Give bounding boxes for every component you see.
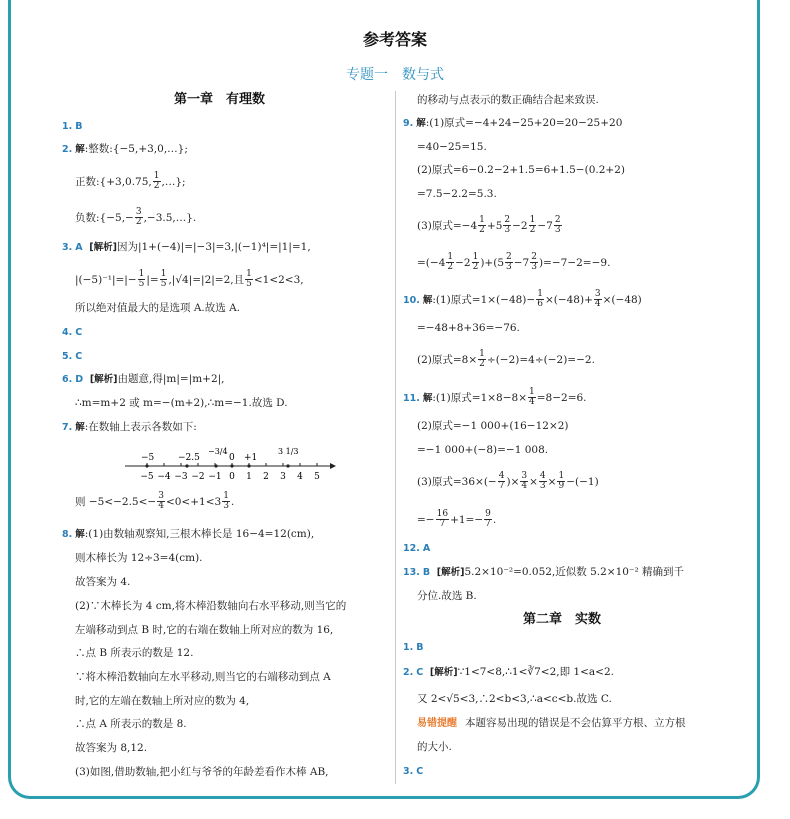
error-tip-line: 的大小. bbox=[417, 741, 452, 753]
answer-choice: A bbox=[75, 242, 83, 253]
answer-choice: A bbox=[422, 543, 431, 554]
tick-label: −5 bbox=[140, 472, 154, 482]
fraction bbox=[557, 472, 565, 492]
denominator: 9 bbox=[558, 481, 565, 492]
fraction bbox=[160, 270, 168, 290]
answer-9-line: =40−25=15. bbox=[417, 141, 487, 153]
question-number: 1. bbox=[62, 121, 73, 132]
answer-8-line: ∴点 A 所表示的数是 8. bbox=[75, 718, 187, 730]
solution-text: :在数轴上表示各数如下: bbox=[84, 421, 197, 433]
fraction bbox=[528, 388, 536, 408]
solution-text: 5.2×10⁻²=0.052,近似数 5.2×10⁻² 精确到千 bbox=[464, 566, 685, 578]
solution-text: <1<2<3, bbox=[253, 273, 304, 286]
fraction bbox=[520, 472, 528, 492]
page-title: 参考答案 bbox=[362, 30, 427, 49]
answer-choice: B bbox=[416, 642, 424, 653]
answer-6-line bbox=[62, 373, 225, 386]
answer-choice: B bbox=[422, 567, 431, 578]
numerator: 1 bbox=[138, 269, 145, 279]
tick-label: 4 bbox=[297, 472, 303, 482]
denominator: 7 bbox=[485, 519, 491, 530]
answer-13-line: 分位.故选 B. bbox=[417, 590, 477, 602]
solution-text: )× bbox=[506, 475, 520, 488]
denominator: 2 bbox=[135, 217, 142, 228]
numerator: 4 bbox=[498, 471, 505, 481]
topic-name: 数与式 bbox=[402, 67, 444, 83]
answer-8-line: (3)如图,借助数轴,把小红与爷爷的年龄差看作木棒 AB, bbox=[75, 766, 329, 778]
numerator: 3 bbox=[158, 491, 164, 501]
denominator: 4 bbox=[594, 299, 601, 310]
solution-text: (3)原式=36×(− bbox=[417, 475, 497, 488]
numerator: 1 bbox=[160, 269, 167, 279]
answer-3-line bbox=[62, 241, 311, 254]
denominator: 4 bbox=[529, 397, 535, 408]
solution-text: )+(5 bbox=[480, 256, 504, 269]
answer-7-line bbox=[62, 421, 197, 434]
fraction bbox=[157, 492, 165, 512]
solution-text: ,|√4|=|2|=2,且 bbox=[168, 273, 245, 286]
numerator: 1 bbox=[472, 252, 479, 262]
answer-11-line: =−1 000+(−8)=−1 008. bbox=[417, 444, 549, 456]
numerator: 1 bbox=[529, 215, 536, 225]
question-number: 9. bbox=[403, 118, 414, 129]
tick-label: 3 bbox=[280, 472, 286, 482]
answer-choice: C bbox=[416, 667, 424, 678]
point-label: −2.5 bbox=[178, 453, 200, 463]
numerator: 1 bbox=[153, 171, 160, 181]
solution-text: (2)原式=8× bbox=[417, 353, 478, 366]
answer-9-line: (2)原式=6−0.2−2+1.5=6+1.5−(0.2+2) bbox=[417, 164, 625, 176]
denominator: 7 bbox=[498, 481, 505, 492]
number-line-figure bbox=[120, 442, 340, 488]
denominator: 2 bbox=[472, 262, 479, 273]
answer-4 bbox=[62, 326, 82, 339]
answer-2-line bbox=[62, 143, 188, 156]
solution-text: 负数:{−5,− bbox=[75, 211, 134, 224]
answer-3-line: 所以绝对值最大的是选项 A.故选 A. bbox=[75, 302, 241, 314]
solution-text: :(1)原式=−4+24−25+20=20−25+20 bbox=[425, 117, 623, 129]
solution-text: :(1)由数轴观察知,三根木棒长是 16−4=12(cm), bbox=[84, 528, 315, 540]
numerator: 1 bbox=[537, 289, 543, 299]
answer-13-line bbox=[403, 566, 684, 579]
point-marker bbox=[247, 464, 250, 467]
fraction bbox=[536, 290, 544, 310]
question-number: 2. bbox=[403, 667, 414, 678]
numerator: 2 bbox=[531, 252, 537, 262]
solution-text: × bbox=[547, 475, 557, 488]
tick-label: −3 bbox=[174, 472, 188, 482]
solution-text: :(1)原式=1×8−8× bbox=[432, 391, 528, 404]
denominator: 3 bbox=[539, 481, 546, 492]
solution-text: −7 bbox=[537, 219, 553, 232]
solution-text: =(−4 bbox=[417, 256, 446, 269]
tick-label: −2 bbox=[191, 472, 205, 482]
solution-text: −2 bbox=[512, 219, 528, 232]
denominator: 5 bbox=[138, 279, 145, 290]
numerator: 2 bbox=[504, 215, 511, 225]
answer-8-line: ∵将木棒沿数轴向左水平移动,则当它的右端移动到点 A bbox=[75, 671, 331, 683]
solution-text: −(−1) bbox=[566, 475, 599, 488]
fraction bbox=[503, 216, 511, 236]
solution-label: 解 bbox=[422, 294, 433, 306]
fraction bbox=[505, 253, 513, 273]
solution-text: 则 −5<−2.5<− bbox=[75, 495, 157, 508]
solution-text: +1=− bbox=[450, 513, 484, 526]
solution-label: 解 bbox=[75, 529, 85, 540]
solution-text: )=−7−2=−9. bbox=[538, 256, 611, 269]
solution-text: +5 bbox=[486, 219, 503, 232]
solution-text: ×(−48)+ bbox=[544, 293, 593, 306]
question-number: 6. bbox=[62, 374, 73, 385]
numerator: 9 bbox=[485, 509, 491, 519]
answer-choice: C bbox=[416, 766, 424, 777]
chapter2-answer-3 bbox=[403, 765, 423, 778]
answer-3-line bbox=[75, 270, 304, 290]
solution-text: 正数:{+3,0.75, bbox=[75, 175, 152, 188]
question-number: 3. bbox=[62, 242, 73, 253]
answer-choice: C bbox=[75, 351, 83, 362]
solution-text: (3)原式=−4 bbox=[417, 219, 478, 232]
answer-8-line: 故答案为 8,12. bbox=[75, 742, 148, 754]
numerator: 1 bbox=[529, 387, 535, 397]
answer-1 bbox=[62, 120, 82, 133]
tick-label: 5 bbox=[314, 472, 320, 482]
question-number: 5. bbox=[62, 351, 73, 362]
point-label: 3 1/3 bbox=[278, 447, 299, 456]
point-label: −3/4 bbox=[208, 447, 228, 456]
answer-9-line bbox=[417, 253, 610, 273]
numerator: 1 bbox=[223, 491, 229, 501]
solution-text: × bbox=[529, 475, 538, 488]
continued-text: 的移动与点表示的数正确结合起来致误. bbox=[417, 94, 599, 106]
question-number: 1. bbox=[403, 642, 414, 653]
fraction bbox=[478, 216, 486, 236]
denominator: 3 bbox=[223, 501, 229, 512]
numerator: 3 bbox=[135, 207, 142, 217]
answer-8-line: (2)∵木棒长为 4 cm,将木棒沿数轴向右水平移动,则当它的 bbox=[75, 600, 347, 612]
denominator: 2 bbox=[153, 181, 160, 192]
solution-text: ,…}; bbox=[161, 175, 186, 188]
denominator: 2 bbox=[447, 262, 454, 273]
question-number: 7. bbox=[62, 422, 73, 433]
question-number: 3. bbox=[403, 766, 414, 777]
answer-9-line bbox=[403, 117, 622, 130]
point-marker bbox=[230, 464, 233, 467]
answer-choice: C bbox=[75, 327, 83, 338]
solution-text: . bbox=[492, 513, 497, 526]
denominator: 3 bbox=[504, 225, 511, 236]
solution-text: <0<+1<3 bbox=[165, 495, 222, 508]
solution-label: 解 bbox=[422, 392, 433, 404]
fraction bbox=[446, 253, 454, 273]
numerator: 2 bbox=[506, 252, 512, 262]
numerator: 1 bbox=[447, 252, 454, 262]
fraction bbox=[554, 216, 562, 236]
answer-11-line bbox=[417, 510, 496, 530]
numerator: 1 bbox=[558, 471, 565, 481]
tick-label: −1 bbox=[208, 472, 222, 482]
fraction bbox=[245, 270, 253, 290]
point-label: 0 bbox=[229, 453, 235, 463]
error-tip bbox=[417, 717, 686, 730]
point-marker bbox=[185, 464, 188, 467]
point-label: +1 bbox=[244, 453, 258, 463]
fraction bbox=[472, 253, 480, 273]
answer-choice: B bbox=[75, 121, 83, 132]
solution-text: |(−5)⁻¹|=|− bbox=[75, 273, 137, 286]
solution-text: 由题意,得|m|=|m+2|, bbox=[117, 373, 225, 385]
answer-10-line bbox=[403, 290, 642, 310]
denominator: 2 bbox=[529, 225, 536, 236]
right-column bbox=[395, 0, 790, 819]
chapter2-answer-2-line bbox=[403, 666, 614, 679]
answer-11-line bbox=[403, 388, 587, 408]
numerator: 2 bbox=[554, 215, 561, 225]
solution-text: |= bbox=[146, 273, 159, 286]
point-marker bbox=[286, 464, 289, 467]
answer-8-line: 时,它的左端在数轴上所对应的数为 4, bbox=[75, 695, 250, 707]
analysis-tag: [解析] bbox=[436, 567, 465, 578]
answer-2-line bbox=[75, 172, 186, 192]
fraction bbox=[135, 208, 143, 228]
solution-label: 解 bbox=[75, 422, 85, 433]
chapter-heading: 第一章 有理数 bbox=[174, 92, 266, 107]
tick-label: 2 bbox=[263, 472, 269, 482]
fraction bbox=[222, 492, 230, 512]
fraction bbox=[153, 172, 161, 192]
denominator: 3 bbox=[531, 262, 537, 273]
question-number: 13. bbox=[403, 567, 420, 578]
solution-text: :整数:{−5,+3,0,…}; bbox=[84, 143, 188, 155]
answer-8-line bbox=[62, 528, 314, 541]
point-label: −5 bbox=[141, 453, 155, 463]
denominator: 6 bbox=[537, 299, 543, 310]
answer-10-line: =−48+8+36=−76. bbox=[417, 322, 520, 334]
question-number: 2. bbox=[62, 144, 73, 155]
solution-label: 解 bbox=[416, 118, 426, 129]
axis-arrow bbox=[330, 463, 336, 469]
answer-8-line: 则木棒长为 12÷3=4(cm). bbox=[75, 552, 203, 564]
chapter-heading: 第二章 实数 bbox=[523, 612, 602, 627]
answer-8-line: 左端移动到点 B 时,它的右端在数轴上所对应的数为 16, bbox=[75, 624, 334, 636]
answer-choice: D bbox=[75, 374, 84, 385]
solution-text: 因为|1+(−4)|=|−3|=3,|(−1)⁴|=|1|=1, bbox=[116, 241, 311, 253]
answer-2-line bbox=[75, 208, 196, 228]
fraction bbox=[436, 510, 449, 530]
denominator: 7 bbox=[439, 519, 446, 530]
solution-text: 本题容易出现的错误是不会估算平方根、立方根 bbox=[465, 717, 686, 729]
answer-9-line bbox=[417, 216, 563, 236]
solution-text: −2 bbox=[455, 256, 471, 269]
question-number: 11. bbox=[403, 392, 420, 404]
answer-9-line: =7.5−2.2=5.3. bbox=[417, 188, 497, 200]
answer-12 bbox=[403, 542, 430, 555]
numerator: 3 bbox=[521, 471, 528, 481]
answer-6-line: ∴m=m+2 或 m=−(m+2),∴m=−1.故选 D. bbox=[75, 397, 288, 409]
solution-text: . bbox=[230, 495, 235, 508]
tick-label: 1 bbox=[246, 472, 252, 482]
question-number: 10. bbox=[403, 294, 420, 306]
solution-text: ÷(−2)=4÷(−2)=−2. bbox=[486, 353, 595, 366]
topic-number: 专题一 bbox=[346, 67, 388, 83]
chapter2-answer-2-line: 又 2<√5<3,∴2<b<3,∴a<c<b.故选 C. bbox=[417, 693, 612, 705]
fraction bbox=[484, 510, 492, 530]
tick-label: −4 bbox=[157, 472, 171, 482]
denominator: 2 bbox=[479, 359, 485, 370]
analysis-tag: [解析] bbox=[89, 374, 118, 385]
fraction bbox=[529, 216, 537, 236]
question-number: 12. bbox=[403, 543, 420, 554]
solution-text: ,−3.5,…}. bbox=[143, 211, 197, 224]
analysis-tag: [解析] bbox=[429, 667, 458, 678]
fraction bbox=[539, 472, 547, 492]
denominator: 3 bbox=[506, 262, 512, 273]
point-marker bbox=[145, 464, 148, 467]
answer-11-line bbox=[417, 472, 599, 492]
analysis-tag: [解析] bbox=[89, 242, 117, 253]
answer-8-line: 故答案为 4. bbox=[75, 576, 131, 588]
numerator: 3 bbox=[594, 289, 601, 299]
error-tip-label: 易错提醒 bbox=[417, 718, 457, 729]
solution-text: −7 bbox=[513, 256, 530, 269]
numerator: 4 bbox=[539, 471, 546, 481]
numerator: 1 bbox=[479, 349, 485, 359]
denominator: 3 bbox=[554, 225, 561, 236]
denominator: 5 bbox=[160, 279, 167, 290]
answer-8-line: ∴点 B 所表示的数是 12. bbox=[75, 647, 194, 659]
solution-text: =8−2=6. bbox=[536, 391, 587, 404]
fraction bbox=[138, 270, 146, 290]
solution-text: =− bbox=[417, 513, 435, 526]
fraction bbox=[498, 472, 506, 492]
point-marker bbox=[214, 464, 217, 467]
question-number: 4. bbox=[62, 327, 73, 338]
answer-7-line bbox=[75, 492, 234, 512]
chapter2-answer-1 bbox=[403, 641, 423, 654]
fraction bbox=[530, 253, 538, 273]
answer-5 bbox=[62, 350, 82, 363]
solution-text: :(1)原式=1×(−48)− bbox=[432, 293, 536, 306]
numerator: 1 bbox=[246, 269, 252, 279]
fraction bbox=[594, 290, 602, 310]
denominator: 4 bbox=[521, 481, 528, 492]
tick-label: 0 bbox=[229, 472, 235, 482]
fraction bbox=[478, 350, 486, 370]
numerator: 16 bbox=[436, 509, 449, 519]
denominator: 4 bbox=[158, 501, 164, 512]
answer-11-line: (2)原式=−1 000+(16−12×2) bbox=[417, 420, 569, 432]
question-number: 8. bbox=[62, 529, 73, 540]
numerator: 1 bbox=[479, 215, 485, 225]
solution-label: 解 bbox=[75, 144, 85, 155]
denominator: 2 bbox=[479, 225, 485, 236]
solution-text: ×(−48) bbox=[602, 293, 642, 306]
denominator: 5 bbox=[246, 279, 252, 290]
answer-10-line bbox=[417, 350, 595, 370]
solution-text: ∵1<7<8,∴1<∛7<2,即 1<a<2. bbox=[457, 666, 614, 678]
